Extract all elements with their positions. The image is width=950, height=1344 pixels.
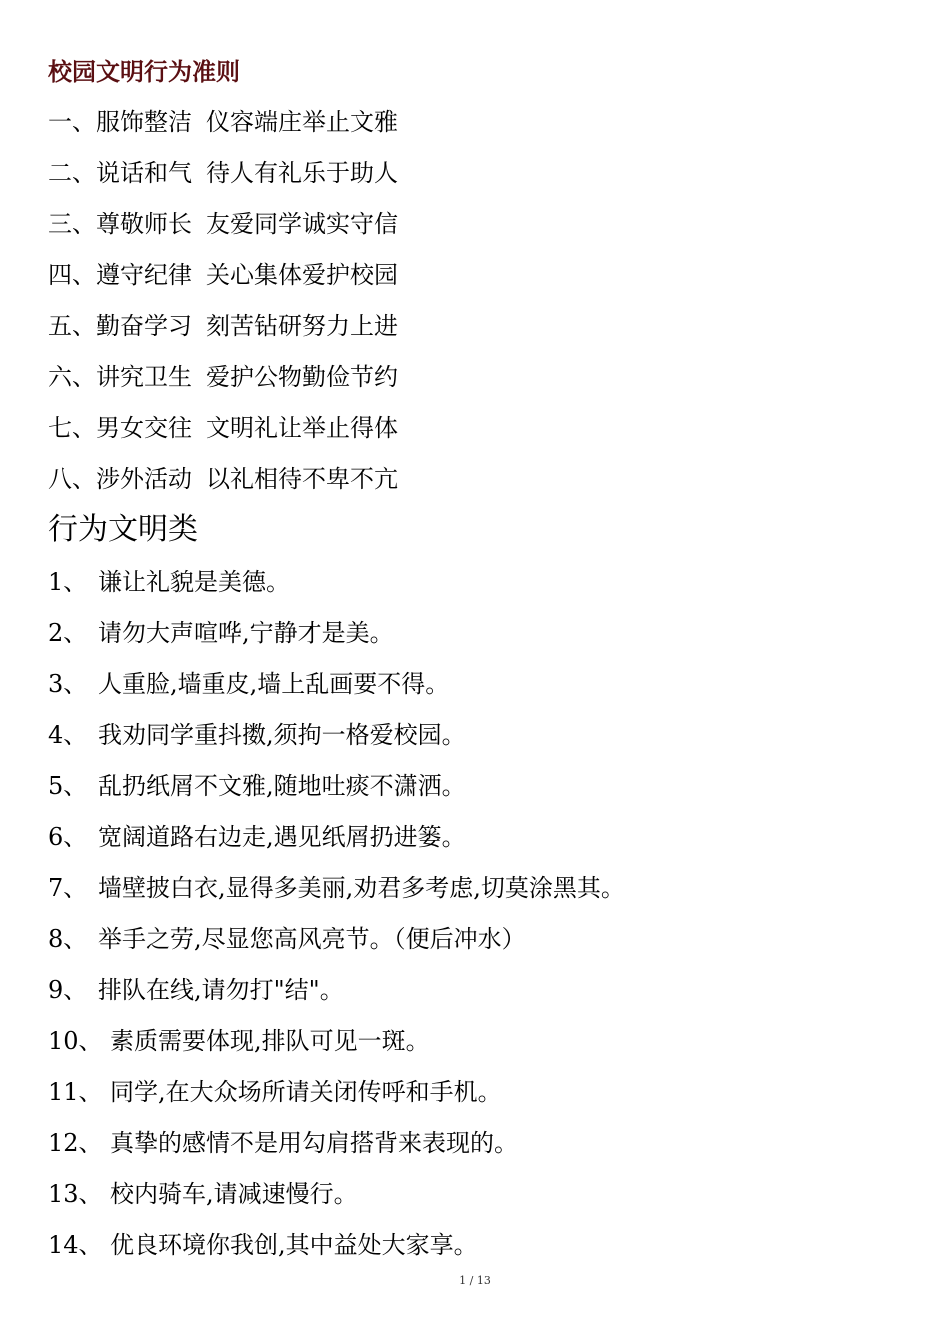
rule-part-2: 仪容端庄举止文雅 — [206, 108, 398, 136]
conduct-rules-list — [48, 104, 398, 512]
slogan-number: 9、 — [48, 976, 88, 1004]
rule-number: 一、 — [48, 108, 96, 136]
document-title: 校园文明行为准则 — [48, 57, 240, 86]
slogan-item — [48, 717, 625, 768]
slogan-number: 6、 — [48, 823, 88, 851]
slogan-number: 8、 — [48, 925, 88, 953]
rule-item — [48, 359, 398, 410]
slogan-text: 校内骑车,请减速慢行。 — [110, 1180, 358, 1208]
slogan-number: 7、 — [48, 874, 88, 902]
slogan-item — [48, 564, 625, 615]
rule-part-2: 刻苦钻研努力上进 — [206, 312, 398, 340]
rule-number: 五、 — [48, 312, 96, 340]
rule-number: 二、 — [48, 159, 96, 187]
rule-item — [48, 461, 398, 512]
rule-part-1: 遵守纪律 — [96, 261, 192, 289]
slogan-list — [48, 564, 625, 1278]
rule-part-1: 涉外活动 — [96, 465, 192, 493]
rule-number: 六、 — [48, 363, 96, 391]
slogan-number: 13、 — [48, 1180, 103, 1208]
slogan-text: 谦让礼貌是美德。 — [98, 568, 290, 596]
slogan-text: 乱扔纸屑不文雅,随地吐痰不潇洒。 — [98, 772, 466, 800]
slogan-text: 人重脸,墙重皮,墙上乱画要不得。 — [98, 670, 450, 698]
slogan-number: 2、 — [48, 619, 88, 647]
slogan-number: 5、 — [48, 772, 88, 800]
rule-number: 七、 — [48, 414, 96, 442]
slogan-number: 3、 — [48, 670, 88, 698]
rule-part-1: 尊敬师长 — [96, 210, 192, 238]
slogan-item — [48, 921, 625, 972]
rule-part-2: 待人有礼乐于助人 — [206, 159, 398, 187]
slogan-item — [48, 768, 625, 819]
slogan-text: 举手之劳,尽显您高风亮节。（便后冲水） — [98, 925, 526, 953]
rule-item — [48, 308, 398, 359]
rule-part-1: 讲究卫生 — [96, 363, 192, 391]
slogan-item — [48, 1074, 625, 1125]
slogan-text: 排队在线,请勿打"结"。 — [98, 976, 344, 1004]
rule-item — [48, 410, 398, 461]
slogan-item — [48, 972, 625, 1023]
rule-item — [48, 257, 398, 308]
rule-part-1: 说话和气 — [96, 159, 192, 187]
rule-number: 三、 — [48, 210, 96, 238]
slogan-text: 素质需要体现,排队可见一斑。 — [110, 1027, 430, 1055]
slogan-item — [48, 819, 625, 870]
slogan-number: 12、 — [48, 1129, 103, 1157]
rule-item — [48, 155, 398, 206]
slogan-number: 11、 — [48, 1078, 103, 1106]
rule-number: 四、 — [48, 261, 96, 289]
slogan-text: 优良环境你我创,其中益处大家享。 — [110, 1231, 478, 1259]
rule-part-2: 关心集体爱护校园 — [206, 261, 398, 289]
rule-number: 八、 — [48, 465, 96, 493]
section-heading: 行为文明类 — [48, 512, 198, 547]
slogan-item — [48, 1176, 625, 1227]
rule-part-2: 以礼相待不卑不亢 — [206, 465, 398, 493]
rule-item — [48, 206, 398, 257]
rule-part-2: 爱护公物勤俭节约 — [206, 363, 398, 391]
slogan-item — [48, 615, 625, 666]
rule-part-1: 服饰整洁 — [96, 108, 192, 136]
slogan-number: 10、 — [48, 1027, 103, 1055]
rule-part-2: 友爱同学诚实守信 — [206, 210, 398, 238]
slogan-item — [48, 1227, 625, 1278]
slogan-text: 真挚的感情不是用勾肩搭背来表现的。 — [110, 1129, 518, 1157]
slogan-item — [48, 666, 625, 717]
rule-part-1: 男女交往 — [96, 414, 192, 442]
slogan-item — [48, 1023, 625, 1074]
slogan-item — [48, 870, 625, 921]
slogan-text: 宽阔道路右边走,遇见纸屑扔进篓。 — [98, 823, 466, 851]
slogan-text: 我劝同学重抖擞,须拘一格爱校园。 — [98, 721, 466, 749]
slogan-item — [48, 1125, 625, 1176]
page-number: 1 / 13 — [459, 1274, 491, 1287]
rule-part-1: 勤奋学习 — [96, 312, 192, 340]
slogan-text: 请勿大声喧哗,宁静才是美。 — [98, 619, 394, 647]
slogan-text: 同学,在大众场所请关闭传呼和手机。 — [110, 1078, 502, 1106]
rule-item — [48, 104, 398, 155]
slogan-number: 14、 — [48, 1231, 103, 1259]
slogan-number: 1、 — [48, 568, 88, 596]
slogan-text: 墙壁披白衣,显得多美丽,劝君多考虑,切莫涂黑其。 — [98, 874, 625, 902]
rule-part-2: 文明礼让举止得体 — [206, 414, 398, 442]
slogan-number: 4、 — [48, 721, 88, 749]
